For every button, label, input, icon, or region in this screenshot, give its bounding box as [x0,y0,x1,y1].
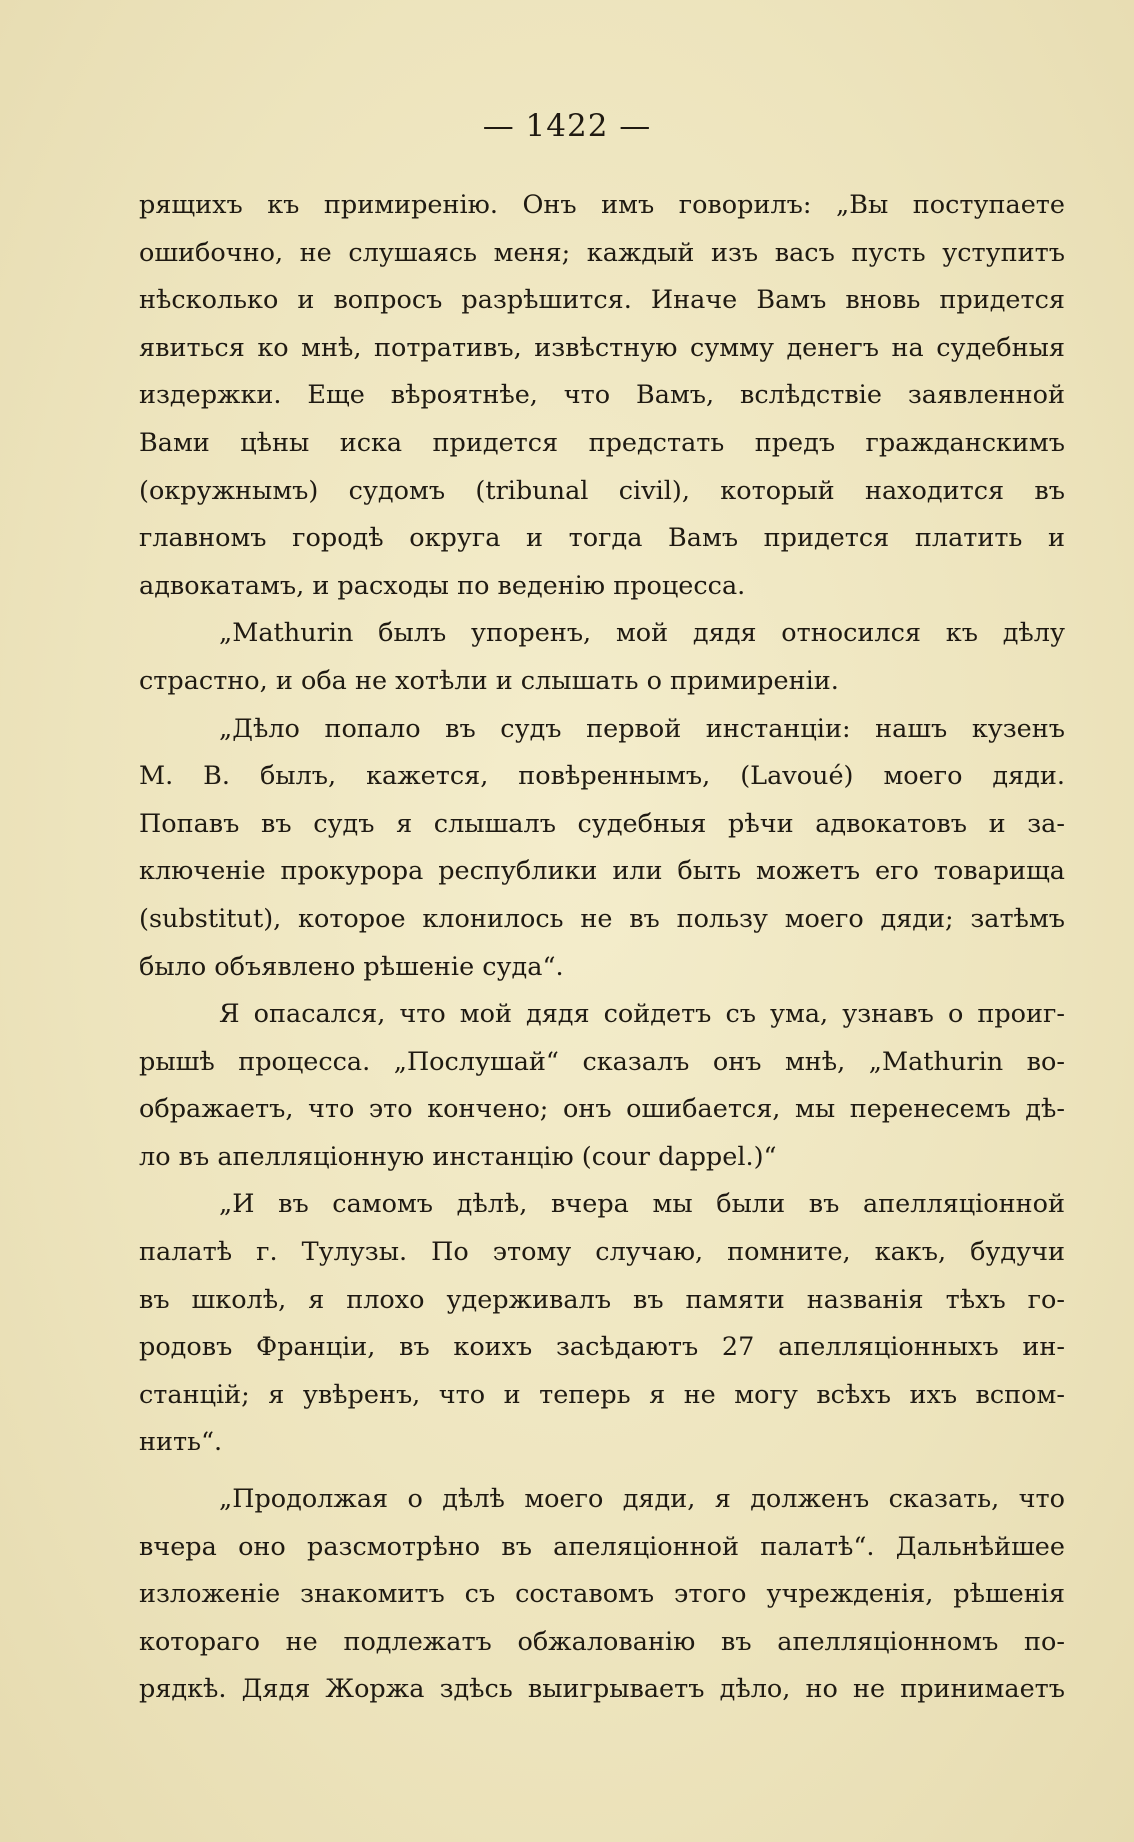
text-line: „И въ самомъ дѣлѣ, вчера мы были въ апелляціонной [219,1189,1065,1220]
text-line: явиться ко мнѣ, потративъ, извѣстную сумму денегъ на судебныя [139,332,1065,363]
text-line: адвокатамъ, и расходы по веденію процесса. [139,570,746,601]
text-line: „Дѣло попало въ судъ первой инстанціи: нашъ кузенъ [219,713,1065,744]
text-line: „Продолжая о дѣлѣ моего дяди, я долженъ сказать, что [219,1484,1065,1515]
text-line: станцій; я увѣренъ, что и теперь я не могу всѣхъ ихъ вспом- [139,1379,1065,1410]
text-line: котораго не подлежатъ обжалованію въ апелляціонномъ по- [139,1626,1065,1657]
text-line: ошибочно, не слушаясь меня; каждый изъ васъ пусть уступитъ [139,237,1065,268]
text-line: палатѣ г. Тулузы. По этому случаю, помните, какъ, будучи [139,1237,1065,1268]
text-line: рядкѣ. Дядя Жоржа здѣсь выигрываетъ дѣло, но не принимаетъ [139,1674,1065,1705]
text-line: М. В. былъ, кажется, повѣреннымъ, (Lavoué) моего дяди. [139,761,1065,792]
text-line: рышѣ процесса. „Послушай“ сказалъ онъ мнѣ, „Mathurin во- [139,1046,1065,1077]
text-line: ло въ апелляціонную инстанцію (cour dappel.)“ [139,1141,777,1172]
paragraph-gap [139,1467,1065,1476]
text-line: издержки. Еще вѣроятнѣе, что Вамъ, вслѣдствіе заявленной [139,380,1065,411]
text-line: главномъ городѣ округа и тогда Вамъ придется платить и [139,523,1065,554]
text-line: нить“. [139,1427,223,1458]
text-line: Попавъ въ судъ я слышалъ судебныя рѣчи адвокатовъ и за- [139,808,1065,839]
text-line: ображаетъ, что это кончено; онъ ошибается, мы перенесемъ дѣ- [139,1094,1065,1125]
text-line: рящихъ къ примиренію. Онъ имъ говорилъ: „Вы поступаете [139,190,1065,220]
text-line: „Mathurin былъ упоренъ, мой дядя относился къ дѣлу [219,618,1065,649]
text-line: было объявлено рѣшеніе суда“. [139,951,564,982]
page-number: — 1422 — [482,108,652,144]
text-line: ключеніе прокурора республики или быть можетъ его товарища [139,856,1065,887]
text-line: Вами цѣны иска придется предстать предъ гражданскимъ [139,427,1065,458]
text-line: (substitut), которое клонилось не въ пользу моего дяди; затѣмъ [139,903,1065,934]
body-text [139,182,1065,1714]
text-line: страстно, и оба не хотѣли и слышать о примиреніи. [139,665,839,696]
text-line: вчера оно разсмотрѣно въ апеляціонной палатѣ“. Дальнѣйшее [139,1531,1065,1562]
text-line: (окружнымъ) судомъ (tribunal civil), который находится въ [139,475,1065,506]
text-line: нѣсколько и вопросъ разрѣшится. Иначе Вамъ вновь придется [139,285,1065,316]
text-line: въ школѣ, я плохо удерживалъ въ памяти названія тѣхъ го- [139,1284,1065,1315]
text-line: изложеніе знакомитъ съ составомъ этого учрежденія, рѣшенія [139,1579,1065,1610]
text-line: родовъ Франціи, въ коихъ засѣдаютъ 27 апелляціонныхъ ин- [139,1332,1065,1363]
text-line: Я опасался, что мой дядя сойдетъ съ ума, узнавъ о проиг- [219,999,1065,1030]
